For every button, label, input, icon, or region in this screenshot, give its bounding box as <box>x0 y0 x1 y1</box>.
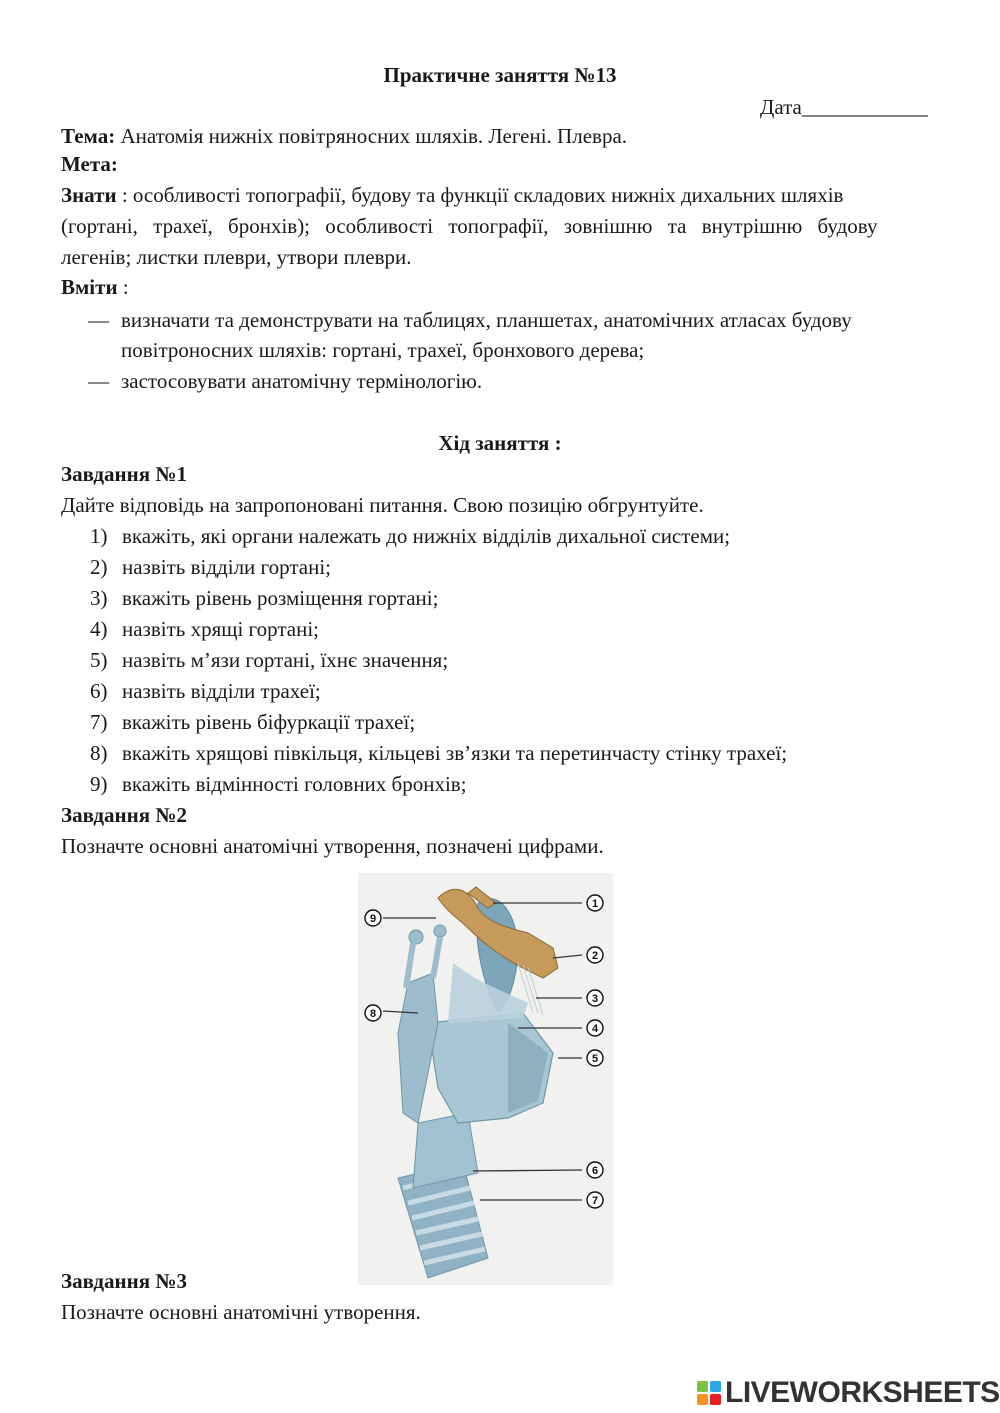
question-text: вкажіть хрящові півкільця, кільцеві зв’язки та перетинчасту стінку трахеї; <box>122 741 788 765</box>
know-text-3: легенів; листки плеври, утвори плеври. <box>61 245 412 269</box>
skill-item-text: застосовувати анатомічну термінологію. <box>121 369 483 393</box>
know-text-2: (гортані, трахеї, бронхів); особливості топографії, зовнішню та внутрішню будову <box>61 214 878 238</box>
question-item <box>90 769 940 800</box>
marker-2-label: 2 <box>591 950 599 962</box>
logo-mark-icon <box>697 1381 721 1405</box>
dash-bullet: — <box>88 308 109 332</box>
question-text: вкажіть відмінності головних бронхів; <box>122 772 467 796</box>
skill-item <box>88 305 939 365</box>
marker-5-label: 5 <box>591 1053 599 1065</box>
question-text: назвіть відділи гортані; <box>122 555 332 579</box>
question-text: назвіть хрящі гортані; <box>122 617 319 641</box>
date-field-label: Дата____________ <box>760 95 928 119</box>
skills-line <box>61 272 939 303</box>
topic-label: Тема: <box>61 124 116 148</box>
question-item <box>90 583 940 614</box>
marker-8 <box>365 1005 381 1021</box>
question-text: вкажіть, які органи належать до нижніх відділів дихальної системи; <box>122 524 731 548</box>
marker-5 <box>587 1050 603 1066</box>
know-line-1 <box>61 180 939 211</box>
task1-title: Завдання №1 <box>61 462 187 486</box>
task1-intro: Дайте відповідь на запропоновані питання. Свою позицію обгрунтуйте. <box>61 493 704 517</box>
task2-text: Позначте основні анатомічні утворення, позначені цифрами. <box>61 834 604 858</box>
question-number: 1) <box>90 524 108 548</box>
marker-4 <box>587 1020 603 1036</box>
marker-9-label: 9 <box>369 913 377 925</box>
marker-2 <box>587 947 603 963</box>
know-label: Знати <box>61 183 117 207</box>
marker-7 <box>587 1192 603 1208</box>
question-number: 4) <box>90 617 108 641</box>
question-number: 9) <box>90 772 108 796</box>
logo-text: LIVEWORKSHEETS <box>725 1376 1000 1409</box>
question-text: вкажіть рівень біфуркації трахеї; <box>122 710 416 734</box>
question-number: 6) <box>90 679 108 703</box>
larynx-illustration <box>358 873 613 1285</box>
marker-6 <box>587 1162 603 1178</box>
question-number: 7) <box>90 710 108 734</box>
skills-suffix: : <box>117 275 129 299</box>
task3-text: Позначте основні анатомічні утворення. <box>61 1300 421 1324</box>
liveworksheets-logo <box>697 1376 1000 1410</box>
topic-line <box>61 121 939 152</box>
marker-8-label: 8 <box>369 1008 377 1020</box>
goal-label: Мета: <box>61 152 118 176</box>
question-number: 5) <box>90 648 108 672</box>
question-item <box>90 676 940 707</box>
skill-item-text: визначати та демонструвати на таблицях, планшетах, анатомічних атласах будову повітроносних шляхів: гортані, трахеї, бронхового дерева; <box>121 308 852 362</box>
marker-3-label: 3 <box>591 993 599 1005</box>
marker-4-label: 4 <box>591 1023 599 1035</box>
question-text: назвіть м’язи гортані, їхнє значення; <box>122 648 449 672</box>
question-number: 8) <box>90 741 108 765</box>
marker-6-label: 6 <box>591 1165 599 1177</box>
know-text-1: : особливості топографії, будову та функції складових нижніх дихальних шляхів <box>116 183 844 207</box>
skill-item <box>88 366 939 396</box>
page-title: Практичне заняття №13 <box>383 63 617 87</box>
question-item <box>90 645 940 676</box>
task3-title: Завдання №3 <box>61 1269 187 1293</box>
question-item <box>90 738 940 769</box>
larynx-diagram <box>358 873 613 1285</box>
task2-title: Завдання №2 <box>61 803 187 827</box>
marker-7-label: 7 <box>591 1195 599 1207</box>
marker-1-label: 1 <box>591 898 599 910</box>
marker-3 <box>587 990 603 1006</box>
skills-label: Вміти <box>61 275 118 299</box>
question-text: вкажіть рівень розміщення гортані; <box>122 586 439 610</box>
question-item <box>90 707 940 738</box>
marker-9 <box>365 910 381 926</box>
topic-text: Анатомія нижніх повітряносних шляхів. Легені. Плевра. <box>115 124 628 148</box>
question-number: 3) <box>90 586 108 610</box>
question-item <box>90 614 940 645</box>
question-item <box>90 552 940 583</box>
dash-bullet: — <box>88 369 109 393</box>
marker-1 <box>587 895 603 911</box>
question-item <box>90 521 940 552</box>
question-number: 2) <box>90 555 108 579</box>
progress-heading: Хід заняття : <box>438 431 562 455</box>
question-text: назвіть відділи трахеї; <box>122 679 321 703</box>
